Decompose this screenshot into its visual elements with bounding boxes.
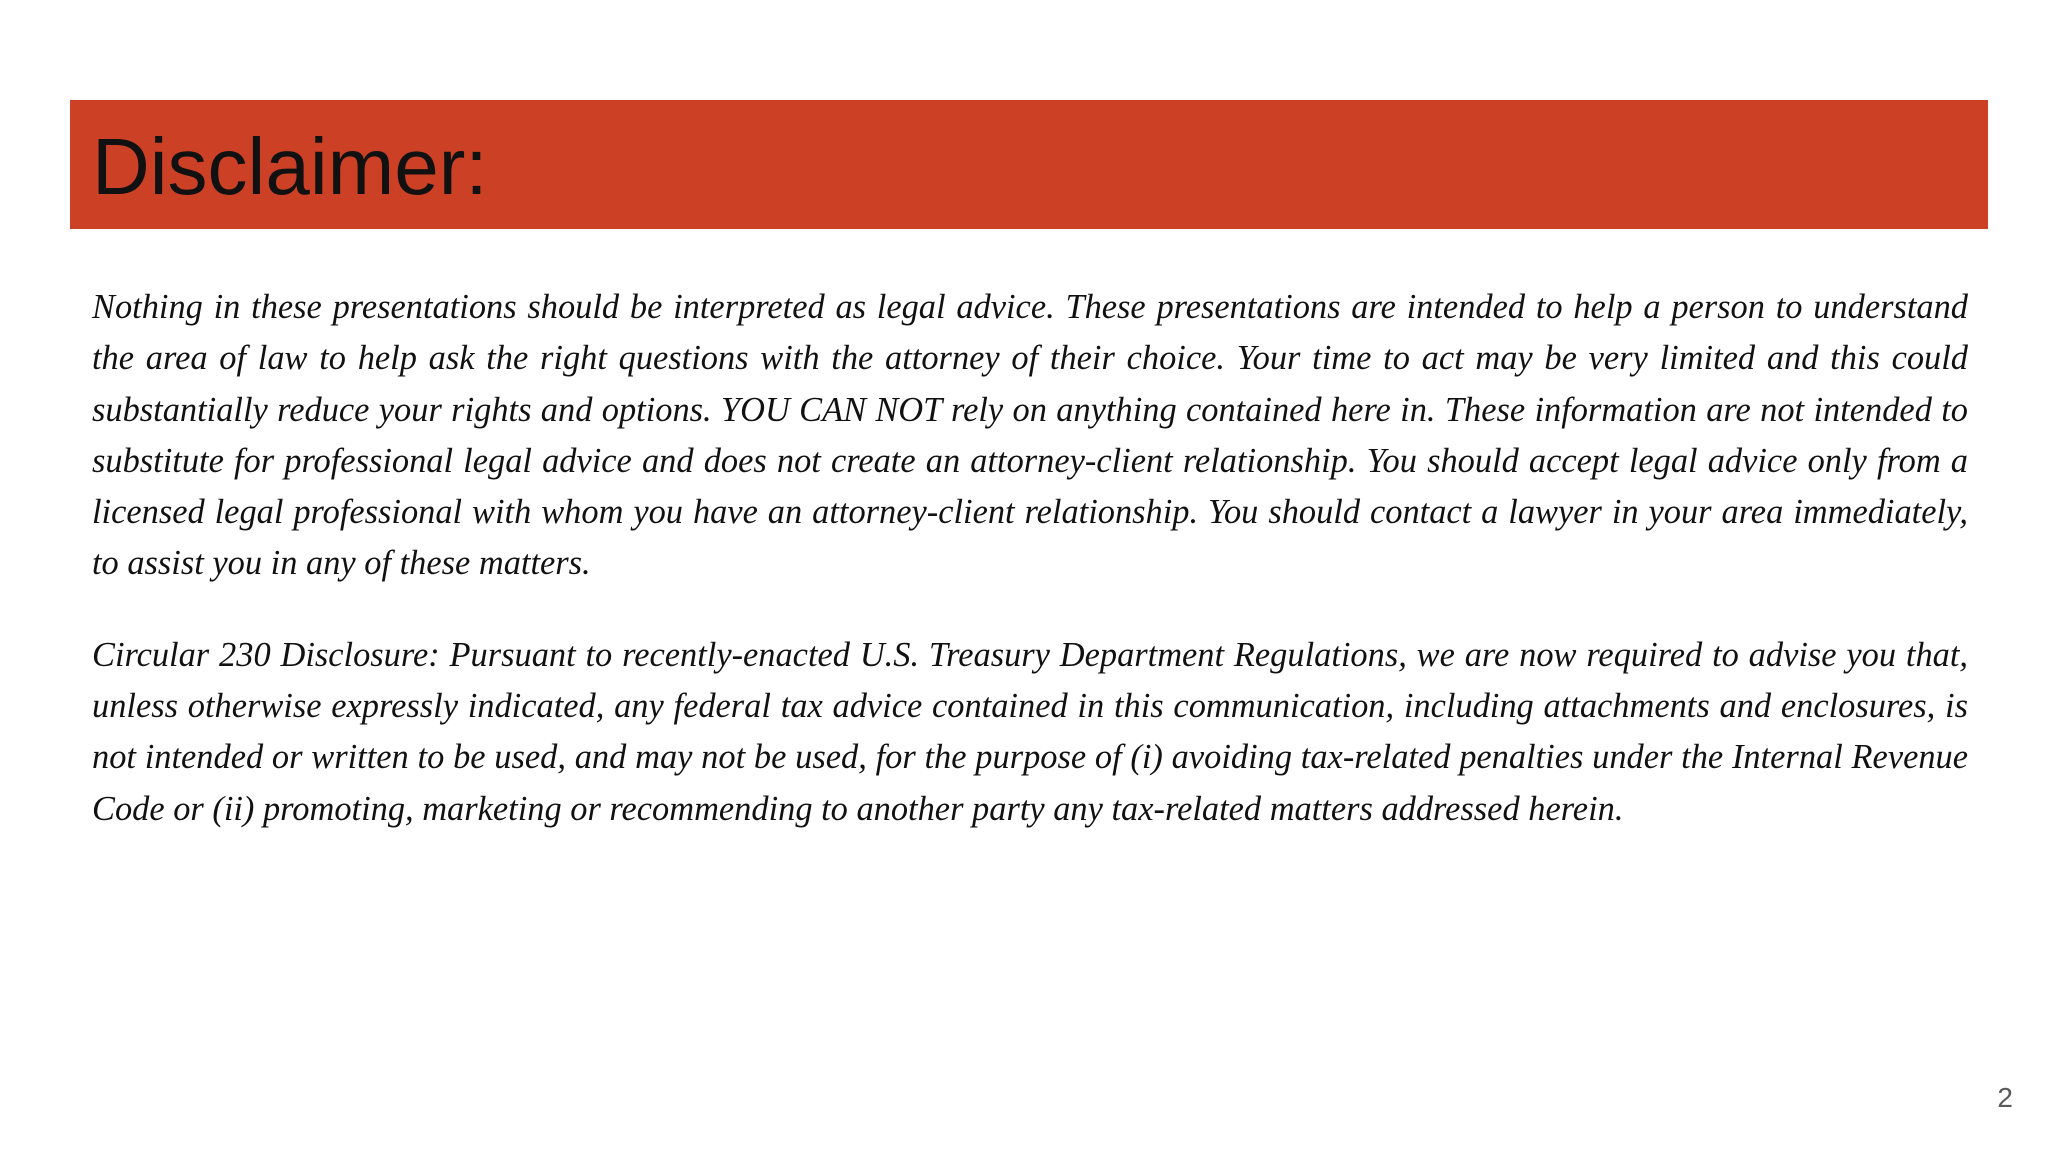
slide-title: Disclaimer: (92, 121, 488, 211)
circular-230-paragraph: Circular 230 Disclosure: Pursuant to recently-enacted U.S. Treasury Department Regulations, we are now required to advise you that, unless otherwise expressly indicated, any federal tax advice contained in this communication, including attachments and enclosures, is not intended or written to be used, and may not be used, for the purpose of (i) avoiding tax-related penalties under the Internal Revenue Code or (ii) promoting, marketing or recommending to another party any tax-related matters addressed herein. (92, 635, 1968, 828)
legal-disclaimer-paragraph: Nothing in these presentations should be interpreted as legal advice. These presentations are intended to help a person to understand the area of law to help ask the right questions with the attorney of their choice. Your time to act may be very limited and this could substantially reduce your rights and options. YOU CAN NOT rely on anything contained here in. These information are not intended to substitute for professional legal advice and does not create an attorney-client relationship. You should accept legal advice only from a licensed legal professional with whom you have an attorney-client relationship. You should contact a lawyer in your area immediately, to assist you in any of these matters. (92, 288, 1968, 583)
page-number: 2 (1997, 1082, 2013, 1113)
title-bar (70, 100, 1988, 229)
slide-body (92, 282, 1968, 835)
